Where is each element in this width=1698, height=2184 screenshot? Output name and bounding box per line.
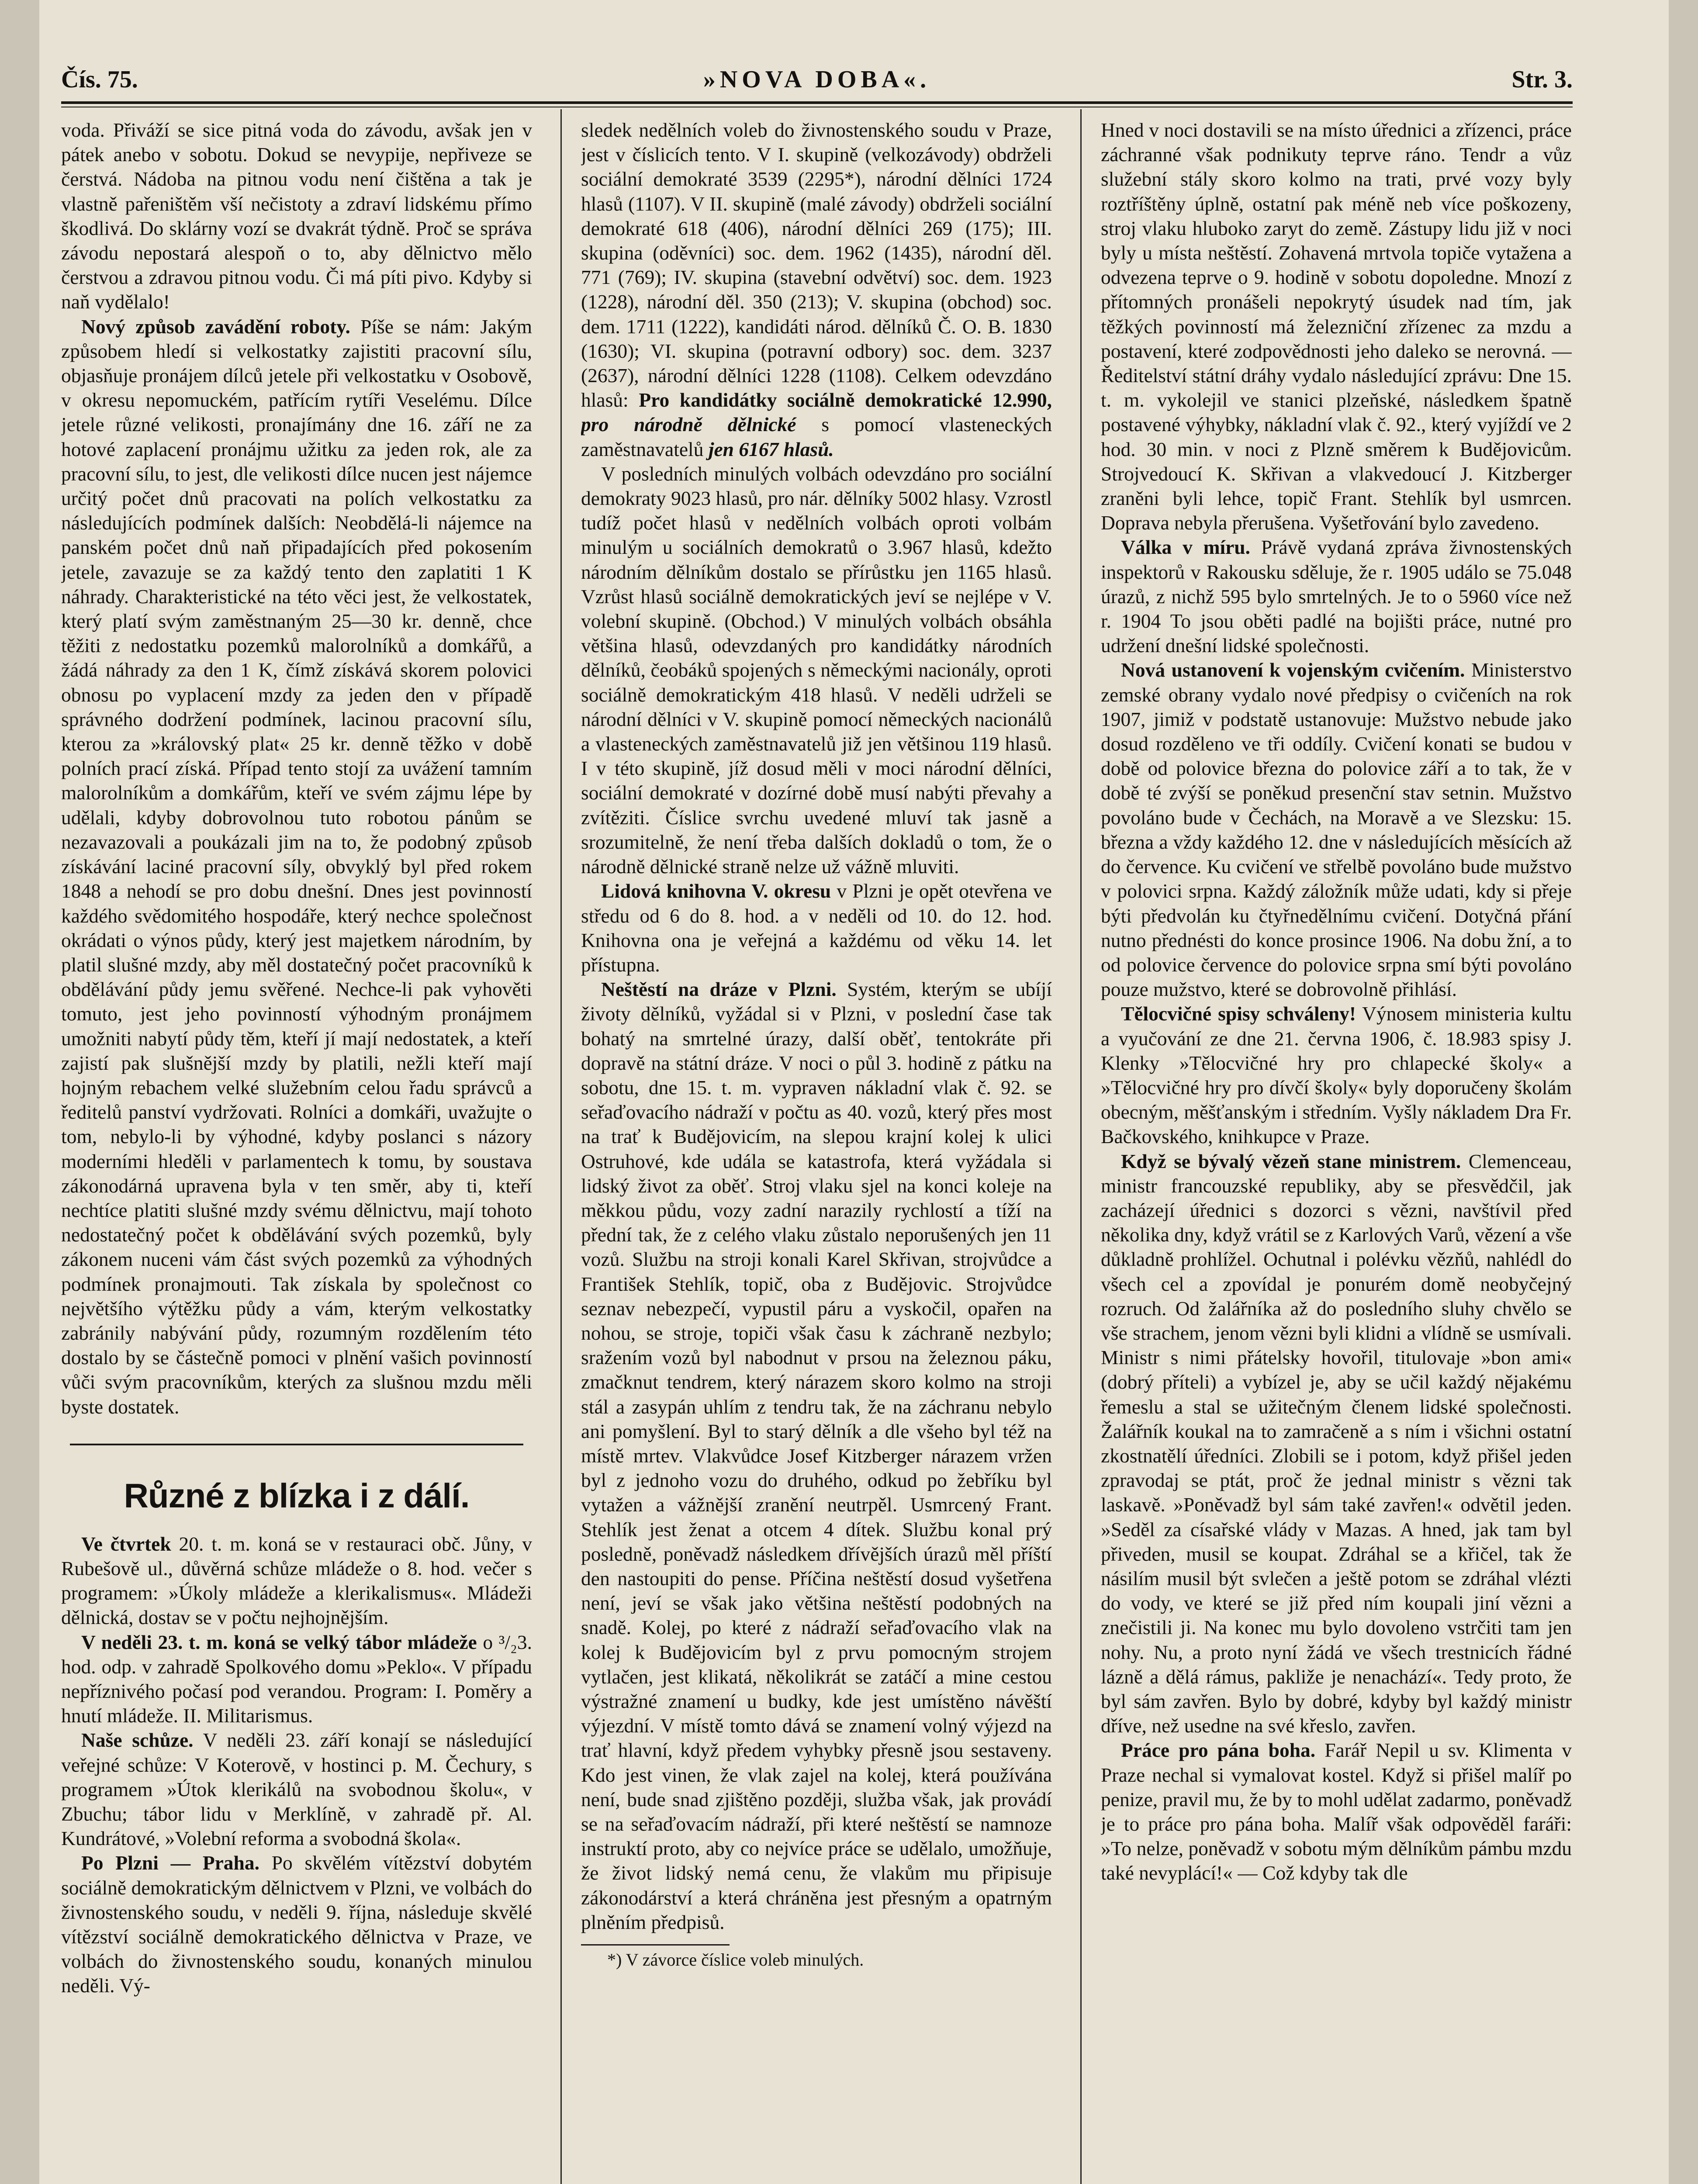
footnote: *) V závorce číslice voleb minulých. xyxy=(607,1950,864,1970)
article-heading: Lidová knihovna V. okresu xyxy=(601,880,831,902)
article-paragraph xyxy=(1101,1002,1572,1149)
notice-heading: V neděli 23. t. m. koná se velký tábor mládeže xyxy=(81,1631,477,1653)
article-paragraph xyxy=(581,118,1052,462)
notice-text: V neděli 23. září konají se následující veřejné schůze: V Koterově, v hostinci p. M. Čechury, s programem »Útok klerikálů na svobodnou školu«, v Zbuchu; tábor lidu v Merklíně, v zahradě př. Al. Kundrátové, »Volební reforma a svobodná škola«. xyxy=(61,1729,532,1850)
notice-heading: Naše schůze. xyxy=(81,1729,194,1752)
result-highlight: Pro kandidátky sociálně demokratické 12.990, xyxy=(639,389,1052,411)
article-text: Systém, kterým se ubíjí životy dělníků, vyžádal si v Plzni, v poslední čase tak bohatý na smrtelné úrazy, další oběť, tentokráte při dopravě na státní dráze. V noci o půl 3. hodině z pátku na sobotu, dne 15. t. m. vypraven nákladní vlak č. 92. se seřaďovacího nádraží v počtu as 40. vozů, který přes most na trať k Budějovicím, na slepou krajní kolej k ulici Ostruhové, kde udála se katastrofa, která vyžádala si lidský život za oběť. Stroj vlaku sjel na konci koleje na měkkou půdu, vozy zadní narazily rychlostí a tíží na přední tak, že z celého vlaku zůstalo neporušených jen 11 vozů. Službu na stroji konali Karel Skřivan, strojvůdce a František Stehlík, topič, oba z Budějovic. Strojvůdce seznav nebezpečí, vypustil páru a vyskočil, opařen na nohou, se stroje, topiči však času k záchraně nezbylo; sražením vozů byl nabodnut v prsou na železnou páku, zmačknut tendrem, který nárazem skoro kolmo na stroji stál a zasypán uhlím z tendru tak, že na záchranu nebylo ani pomyšlení. Byl to starý dělník a dle všeho byl též na místě mrtev. Vlakvůdce Josef Kitzberger nárazem vržen byl z jednoho vozu do druhého, odkud po žebříku byl vytažen a vážnější zranění neutrpěl. Usmrcený Frant. Stehlík jest ženat a otcem 4 dítek. Službu konal prý posledně, poněvadž následkem dřívějších úrazů měl příští den nastoupiti do pense. Příčina neštěstí dosud vyšetřena není, jeví se však jako většina neštěstí podobných na snadě. Kolej, po které z nádraží seřaďovacího vlak na kolej k Budějovicím byl z prvu pomocným strojem vytlačen, jest klikatá, několikrát se zatáčí a mine cestou výstražné znamení u budky, kde jest umístěno návěští výjezdní. V místě tomto dává se znamení volný výjezd na trať hlavní, když předem vyhybky přesně jsou sestaveny. Kdo jest vinen, že vlak zajel na kolej, která používána není, bude snad zjištěno později, služba však, jak provádí se na seřaďovacím nádraží, při které neštěstí se namnoze instruktí proto, aby co nejvíce práce se udělalo, umožňuje, že život lidský nemá cenu, že vlakům mu připisuje zákonodárství a která chráněna jest přesným a opatrným plněním předpisů. xyxy=(581,978,1052,1933)
page-header xyxy=(61,66,1573,100)
result-highlight: pro národně dělnické xyxy=(581,413,796,436)
article-paragraph: Hned v noci dostavili se na místo úřednici a zřízenci, práce záchranné však podnikuty teprve ráno. Tendr a vůz služební stály skoro kolmo na trati, prvé vozy byly roztříštěny úplně, ostatní pak méně neb více poškozeny, stroj vlaku hluboko zaryt do země. Zástupy lidu již v noci byly u místa neštěstí. Zohavená mrtvola topiče vytažena a odvezena teprve o 9. hodině v sobotu dopoledne. Mnozí z přítomných pronášeli nepokrytý úsudek nad tím, jak těžkých povinností má železniční zřízenec za mzdu a postavení, které zodpovědnosti jeho daleko se nerovná. — Ředitelství státní dráhy vydalo následující zprávu: Dne 15. t. m. vykolejil ve stanici plzeňské, následkem špatně postavené výhybky, nákladní vlak č. 92., který vyjíždí ve 2 hod. 30 min. v noci z Plzně směrem k Budějovicům. Strojvedoucí K. Skřivan a vlakvedoucí J. Kitzberger zraněni byli lehce, topič Frant. Stehlík byl usmrcen. Doprava nebyla přerušena. Vyšetřování bylo zavedeno. xyxy=(1101,119,1572,534)
article-paragraph xyxy=(581,977,1052,1935)
notice-text: Po skvělém vítězství dobytém sociálně demokratickým dělnictvem v Plzni, ve volbách do živnostenského soudu, v neděli 9. října, následuje skvělé vítězství sociálně demokratického dělnictva v Praze, ve volbách do živnostenského soudu, konaných minulou neděli. Vý- xyxy=(61,1852,532,1997)
article-text: Farář Nepil u sv. Klimenta v Praze nechal si vymalovat kostel. Když si přišel malíř po penize, pravil mu, že by to mohl udělat zadarmo, poněvadž je to práce pro pána boha. Malíř však odpověděl faráři: »To nelze, poněvadž v sobotu mým dělníkům pámbu mzdu také nevyplácí!« — Což kdyby tak dle xyxy=(1101,1739,1572,1884)
article-text: Výnosem ministeria kultu a vyučování ze dne 21. června 1906, č. 18.983 spisy J. Klenky »Tělocvičné hry pro chlapecké školy« a »Tělocvičné hry pro dívčí školy« byly doporučeny školám obecným, měšťanským i středním. Vyšly nákladem Dra Fr. Bačkovského, knihkupce v Praze. xyxy=(1101,1002,1572,1148)
page-number: Str. 3. xyxy=(1511,66,1573,93)
notice-heading: Po Plzni — Praha. xyxy=(81,1852,259,1874)
notice-paragraph xyxy=(61,1728,532,1851)
section-title: Různé z blízka i z dálí. xyxy=(124,1476,470,1515)
column-3 xyxy=(1101,118,1572,2184)
article-text: v Plzni je opět otevřena ve středu od 6 do 8. hod. a v neděli od 10. do 12. hod. Knihovna ona je veřejná a každému od věku 14. let přístupna. xyxy=(581,880,1052,976)
column-divider xyxy=(1080,109,1082,2184)
article-paragraph xyxy=(581,879,1052,977)
newspaper-title: »NOVA DOBA«. xyxy=(703,66,931,93)
article-paragraph xyxy=(1101,1738,1572,1885)
article-text: s pomocí vlasteneckých zaměstnavatelů xyxy=(581,413,1052,460)
column-2 xyxy=(581,118,1052,2184)
article-text: sledek nedělních voleb do živnostenského soudu v Praze, jest v číslicích tento. V I. skupině (velkozávody) obdrželi sociální demokraté 3539 (2295*), národní dělníci 1724 hlasů (1107). V II. skupině (malé závody) obdrželi sociální demokraté 618 (406), národní dělníci 269 (175); III. skupina (oděvníci) soc. dem. 1962 (1435), národní děl. 771 (769); IV. skupina (stavební odvětví) soc. dem. 1923 (1228), národní děl. 350 (213); V. skupina (obchod) soc. dem. 1711 (1222), kandidáti národ. dělníků Č. O. B. 1830 (1630); VI. skupina (potravní odbory) soc. dem. 3237 (2637), národní dělníci 1228 (1108). Celkem odevzdáno hlasů: xyxy=(581,119,1052,411)
notice-paragraph xyxy=(61,1532,532,1630)
article-heading: Neštěstí na dráze v Plzni. xyxy=(601,978,837,1001)
notice-text: 20. t. m. koná se v restauraci obč. Jůny, v Rubešově ul., důvěrná schůze mládeže o 8. hod. večer s programem: »Úkoly mládeže a klerikalismus«. Mládeži dělnická, dostav se v počtu nejhojnějším. xyxy=(61,1532,532,1629)
article-paragraph: V posledních minulých volbách odevzdáno pro sociální demokraty 9023 hlasů, pro nár. dělníky 5002 hlasy. Vzrostl tudíž počet hlasů v nedělních volbách oproti volbám minulým u sociálních demokratů o 3.967 hlasů, kdežto národním dělníkům dostalo se přírůstku jen 1165 hlasů. Vzrůst hlasů sociálně demokratických jeví se nejlépe v V. volební skupině. (Obchod.) V minulých volbách obsáhla většina hlasů, odevzdaných pro kandidátky národních dělníků, čeobáků spojených s německými nacionály, oproti sociálně demokratickým 418 hlasů. V neděli udrželi se národní dělníci v V. skupině pomocí německých nacionálů a vlasteneckých zaměstnavatelů již jen většinou 119 hlasů. I v této skupině, jíž dosud měli v moci národní dělníci, sociální demokraté v dozírné době musí nabýti převahy a zvítěziti. Číslice svrchu uvedené mluví tak jasně a srozumitelně, že není třeba dalších dokladů o tom, že o národně dělnické straně nelze už vážně mluviti. xyxy=(581,462,1052,878)
article-text: Ministerstvo zemské obrany vydalo nové předpisy o cvičeních na rok 1907, jimiž v podstatě ustanovuje: Mužstvo nebude jako dosud rozděleno ve tři oddíly. Cvičení konati se budou v době od polovice března do polovice září a to tak, že v době té zvýší se poněkud presenční stav setnin. Mužstvo povoláno bude v Čechách, na Moravě a ve Slezsku: 15. března a vždy každého 12. dne v následujících měsících až do července. Ku cvičení ve střelbě povoláno bude mužstvo v polovici srpna. Každý záložník může udati, kdy si přeje býti předvolán ku čtyřnedělnímu cvičení. Dotyčná přání nutno přednésti do konce prosince 1906. Na dobu žní, a to od polovice července do polovice srpna smí býti povoláno pouze mužstvo, které se dobrovolně přihlásí. xyxy=(1101,659,1572,1001)
result-highlight: jen 6167 hlasů. xyxy=(708,438,834,460)
article-paragraph: voda. Přiváží se sice pitná voda do závodu, avšak jen v pátek anebo v sobotu. Dokud se nevypije, nepřiveze se čerstvá. Nádoba na pitnou vodu není čištěna a tak je vlastně pařeništěm vší nečistoty a zdraví lidskému přímo škodlivá. Do sklárny vozí se dvakrát týdně. Proč se správa závodu nepostará alespoň o to, aby dělnictvo mělo čerstvou a zdravou pitnou vodu. Či má píti pivo. Kdyby si naň vydělalo! xyxy=(61,119,532,313)
article-heading: Tělocvičné spisy schváleny! xyxy=(1121,1002,1356,1025)
article-text: Právě vydaná zpráva živnostenských inspektorů v Rakousku sděluje, že r. 1905 událo se 75.048 úrazů, z nichž 595 bylo smrtelných. Je to o 5960 více než r. 1904 To jsou oběti padlé na bojišti práce, nutné pro udržení dnešní lidské společnosti. xyxy=(1101,536,1572,657)
article-heading: Válka v míru. xyxy=(1121,536,1251,559)
article-text: Clemenceau, ministr francouzské republiky, aby se přesvědčil, jak zacházejí úřednici s dozorci s vězni, navštívil před několika dny, když vrátil se z Karlových Varů, vězení a vše důkladně prohlížel. Ochutnal i polévku vězňů, nahlédl do všech cel a zpovídal je ponurém domě neobyčejný rozruch. Od žalářníka až do posledního sluhy chvělo se vše strachem, jenom vězni byli klidni a vlídně se usmívali. Ministr s nimi přátelsky hovořil, titulovaje »bon ami« (dobrý příteli) a vybízel je, aby se učil každý nějakému řemeslu a stal se užitečným členem lidské společnosti. Žalářník koukal na to zamračeně a s ním i všichni ostatní zkostnatělí úředníci. Zlobili se i potom, když přišel jeden zpravodaj se ptát, proč že jednal ministr s vězni tak laskavě. »Poněvadž byl sám také zavřen!« odvětil jeden. »Seděl za císařské vlády v Mazas. A hned, jak tam byl přiveden, musil se koupat. Zdráhal se a křičel, tak že násilím musil být svlečen a ještě potom se zdráhal vlézti do vody, ve které se již před ním koupali jiní vězni a znečistili ji. Na konec mu bylo dovoleno vstrčiti tam jen nohy. Nu, a proto nyní žádá ve všech trestnicích řádné lázně a dělá rámus, pakliže je nenachází«. Tedy proto, že byl sám zavřen. Bylo by dobré, kdyby byl každý ministr dříve, než usedne na své křeslo, zavřen. xyxy=(1101,1150,1572,1737)
article-paragraph xyxy=(1101,658,1572,1002)
notice-heading: Ve čtvrtek xyxy=(81,1532,171,1555)
article-text: Píše se nám: Jakým způsobem hledí si velkostatky zajistiti pracovní sílu, objasňuje pronájem dílců jetele při velkostatku v Osobově, v okresu nepomuckém, patřícím rytíři Veselému. Dílce jetele různé velikosti, pronajímány dne 16. září ne za hotové zaplacení pronájmu užitku za jeden rok, ale za pracovní sílu, to jest, dle velikosti dílce nucen jest nájemce určitý počet dnů pracovati na polích velkostatku za následujících podmínek dalších: Neobdělá-li nájemce na panském počet dnů naň připadajících před pokosením jetele, zavazuje se za každý tento den zaplatiti 1 K náhrady. Charakteristické na této věci jest, že velkostatek, který platí svým zaměstnaným 25—30 kr. denně, chce těžiti z nedostatku pozemků malorolníků a domkářů, a žádá náhrady za den 1 K, čímž získává skorem polovici obnosu po vyplacení mzdy za jeden den v případě správného dodržení podmínek, lacinou pracovní sílu, kterou za »královský plat« 25 kr. denně těžko v době polních prací získá. Případ tento stojí za uvážení tamním malorolníkům a domkářům, kteří ve svém zájmu lépe by udělali, kdyby dobrovolnou tuto robotou pánům se nezavazovali a poukázali jim na to, že podobný způsob získávání laciné pracovní síly, obvyklý byl před rokem 1848 a nehodí se pro dobu dnešní. Dnes jest povinností každého svědomitého hospodáře, který nechce společnost okrádati o výnos půdy, který jest majetkem národním, by platil slušné mzdy, aby měl dostatečný počet pracovníků k obdělávání půdy jemu svěřené. Nechce-li pak vyhověti tomuto, jest jeho povinností výhodným pronájmem umožniti nabytí půdy těm, kteří jí mají nedostatek, a kteří zajistí pak slušnější mzdy by platili, nežli kteří mají hojným rebachem velké služebním celou řadu správců a ředitelů panství vydržovati. Rolníci a domkáři, uvažujte o tom, nebylo-li by výhodné, kdyby poslanci s názory moderními hleděli v parlamentech k tomu, by soustava zákonodárná upravena byla v ten směr, aby ti, kteří nechtíce platiti slušné mzdy svému dělnictvu, mají tohoto nedostatečný počet k obdělávání svých pozemků, byly zákonem nuceni vám část svých pozemků za výhodných podmínek pronajmouti. Tak získala by společnost co největšího výtěžku půdy a vám, kterým velkostatky zabránily nabývání půdy, rozumným rozdělením této dostalo by se částečně pomoci v plnění vašich povinností vůči svým pracovníkům, kterých za slušnou mzdu měli byste dostatek. xyxy=(61,315,532,1418)
article-heading: Práce pro pána boha. xyxy=(1121,1739,1316,1762)
column-1 xyxy=(61,118,532,2184)
article-paragraph xyxy=(1101,535,1572,658)
article-heading: Nová ustanovení k vojenským cvičením. xyxy=(1121,659,1465,681)
article-paragraph xyxy=(1101,1149,1572,1738)
header-rule xyxy=(61,101,1573,104)
article-heading: Když se bývalý vězeň stane ministrem. xyxy=(1121,1150,1461,1172)
notice-paragraph xyxy=(61,1630,532,1728)
article-paragraph xyxy=(61,314,532,1419)
section-divider xyxy=(70,1444,523,1445)
notice-text: o ³/₂3. hod. odp. v zahradě Spolkového domu »Peklo«. V případu nepříznivého počasí pod verandou. Program: I. Poměry a hnutí mládeže. II. Militarismus. xyxy=(61,1631,532,1727)
notice-paragraph xyxy=(61,1851,532,1998)
footnote-rule xyxy=(581,1944,730,1946)
issue-number: Čís. 75. xyxy=(61,66,138,93)
column-divider xyxy=(560,109,562,2184)
article-heading: Nový způsob zavádění roboty. xyxy=(81,315,350,338)
